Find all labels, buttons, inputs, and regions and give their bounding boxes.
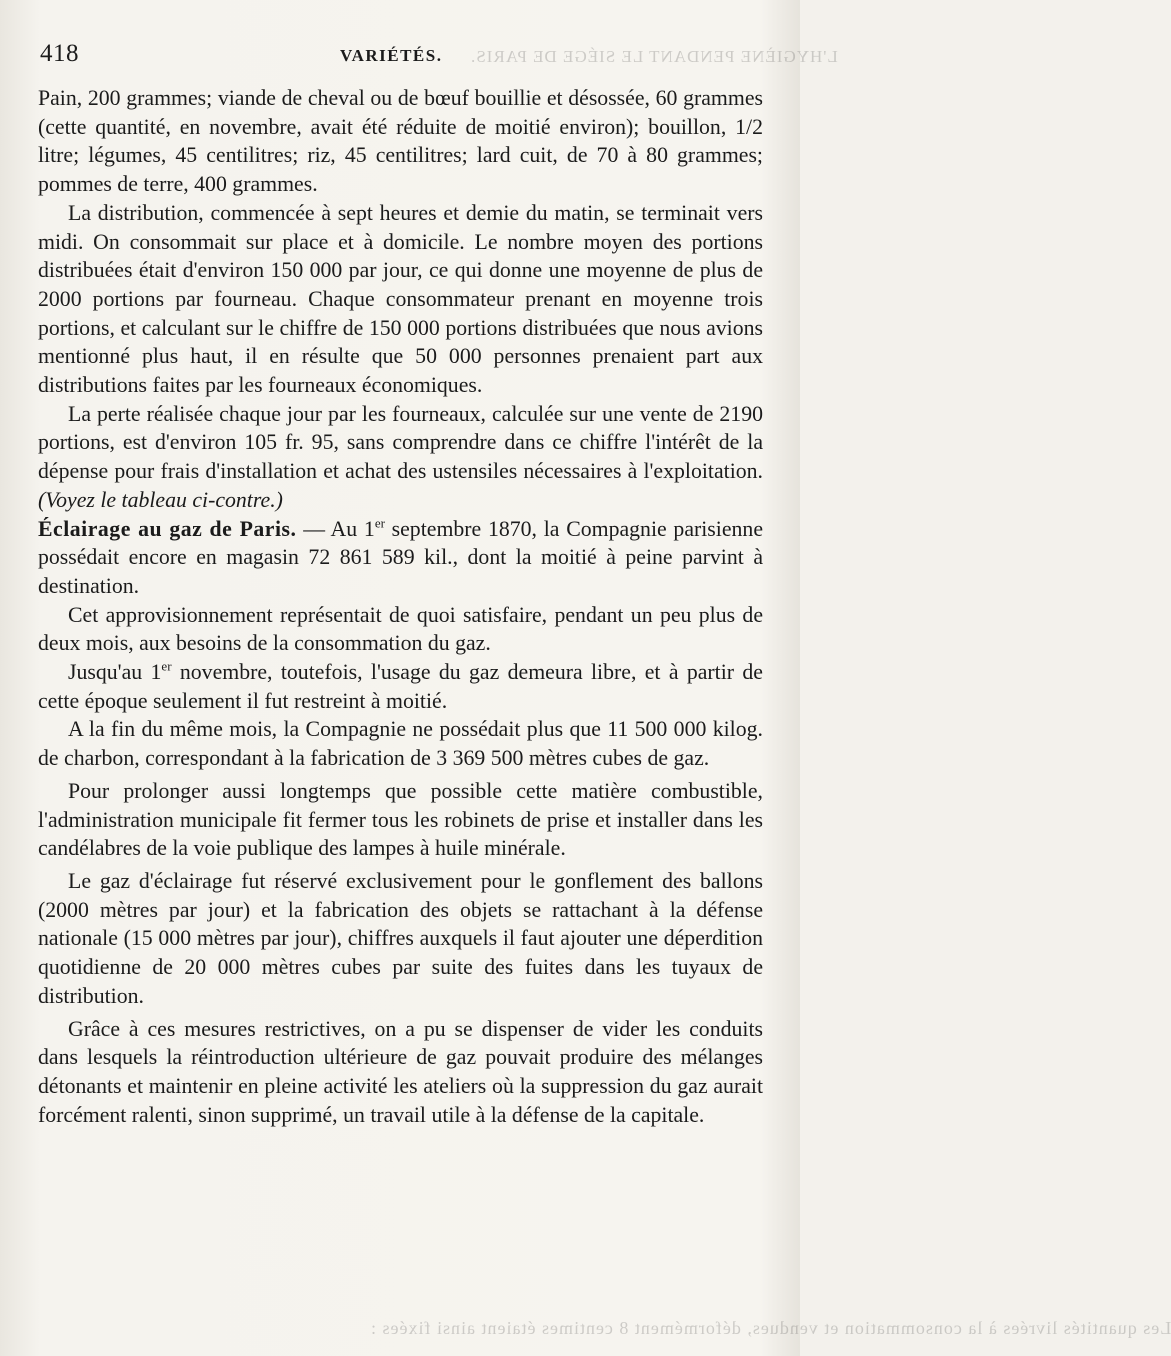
section-paragraph: Éclairage au gaz de Paris. — Au 1er septembre 1870, la Compagnie parisienne possédait encore en magasin 72 861 589 kil., dont la moitié à peine parvint à destination. [38,515,763,598]
paragraph: Pour prolonger aussi longtemps que possible cette matière combustible, l'administration municipale fit fermer tous les robinets de prise et installer dans les candélabres de la voie publique des lampes à huile minérale. [38,778,763,861]
table-reference: (Voyez le tableau ci-contre.) [38,487,283,512]
page-header [40,40,770,72]
bleed-through-text-top: L'HYGIÈNE PENDANT LE SIÉGE DE PARIS. [470,47,838,66]
paragraph: Jusqu'au 1er novembre, toutefois, l'usage du gaz demeura libre, et à partir de cette époque seulement il fut restreint à moitié. [38,658,763,713]
section-heading: Éclairage au gaz de Paris. [38,516,297,541]
paragraph: A la fin du même mois, la Compagnie ne possédait plus que 11 500 000 kilog. de charbon, correspondant à la fabrication de 3 369 500 mètres cubes de gaz. [38,717,763,771]
paragraph: La perte réalisée chaque jour par les fourneaux, calculée sur une vente de 2190 portions, est d'environ 105 fr. 95, sans comprendre dans ce chiffre l'intérêt de la dépense pour frais d'installation et achat des ustensiles nécessaires à l'exploitation. (Voyez le tableau ci-contre.) [38,401,763,512]
paragraph: Pain, 200 grammes; viande de cheval ou de bœuf bouillie et désossée, 60 grammes (cette quantité, en novembre, avait été réduite de moitié environ); bouillon, 1/2 litre; légumes, 45 centilitres; riz, 45 centilitres; lard cuit, de 70 à 80 grammes; pommes de terre, 400 grammes. [38,86,763,197]
body-text [38,84,763,1129]
page-number: 418 [40,40,79,67]
paragraph: Cet approvisionnement représentait de quoi satisfaire, pendant un peu plus de deux mois, aux besoins de la consommation du gaz. [38,602,763,656]
paragraph: Grâce à ces mesures restrictives, on a pu se dispenser de vider les conduits dans lesquels la réintroduction ultérieure de gaz pouvait produire des mélanges détonants et maintenir en pleine activité les ateliers où la suppression du gaz aurait forcément ralenti, sinon supprimé, un travail utile à la défense de la capitale. [38,1016,763,1127]
bleed-through-text-bottom: Les quantités livrées à la consommation et vendues, déformément 8 centimes étaient ainsi fixées : [370,1318,1171,1338]
paragraph: Le gaz d'éclairage fut réservé exclusivement pour le gonflement des ballons (2000 mètres par jour) et la fabrication des objets se rattachant à la défense nationale (15 000 mètres par jour), chiffres auxquels il faut ajouter une déperdition quotidienne de 20 000 mètres cubes par suite des fuites dans les tuyaux de distribution. [38,868,763,1008]
paragraph: La distribution, commencée à sept heures et demie du matin, se terminait vers midi. On consommait sur place et à domicile. Le nombre moyen des portions distribuées était d'environ 150 000 par jour, ce qui donne une moyenne de plus de 2000 portions par fourneau. Chaque consommateur prenant en moyenne trois portions, et calculant sur le chiffre de 150 000 portions distribuées que nous avions mentionné plus haut, il en résulte que 50 000 personnes prenaient part aux distributions faites par les fourneaux économiques. [38,200,763,398]
running-title: VARIÉTÉS. [340,46,443,65]
